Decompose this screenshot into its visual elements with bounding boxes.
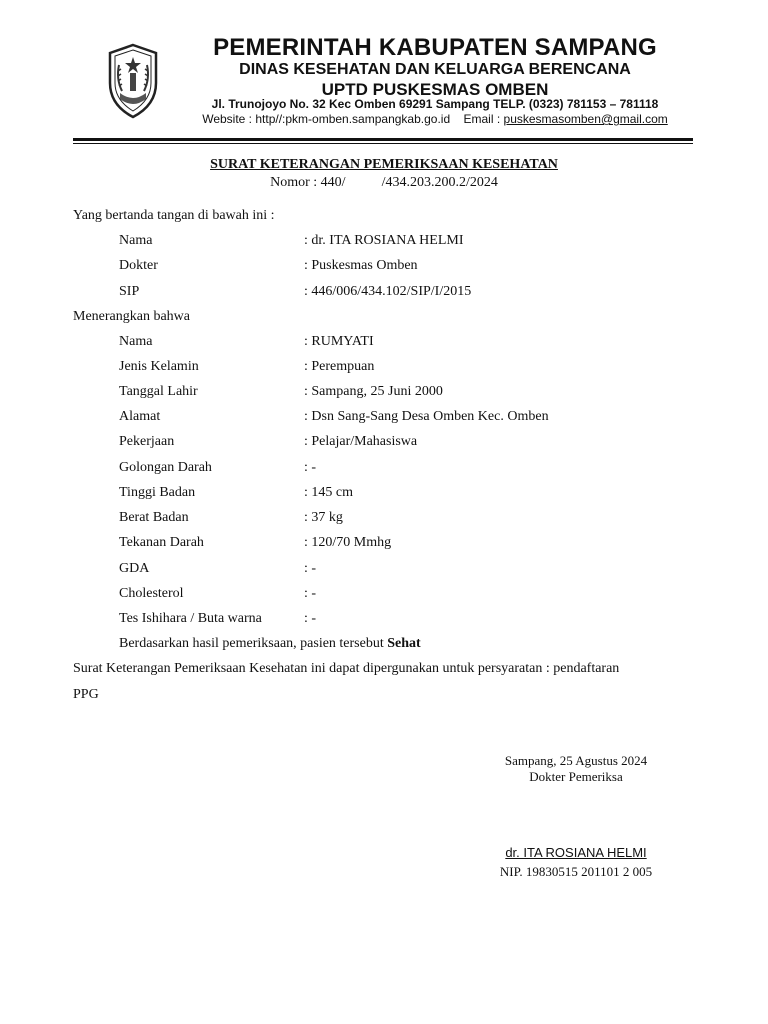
signature-place-date: Sampang, 25 Agustus 2024	[504, 753, 648, 768]
document-title: SURAT KETERANGAN PEMERIKSAAN KESEHATAN	[210, 157, 558, 172]
doctor-field-value: : dr. ITA ROSIANA HELMI	[304, 233, 464, 248]
doctor-field-label: Dokter	[119, 258, 158, 273]
letterhead-website: Website : http//:pkm-omben.sampangkab.go.id	[202, 112, 451, 126]
doctor-field-label: SIP	[119, 284, 140, 299]
sampang-regency-emblem	[106, 43, 160, 119]
purpose-text-continued: PPG	[73, 687, 99, 702]
patient-field-label: GDA	[119, 561, 150, 576]
patient-field-label: Alamat	[119, 409, 161, 424]
letterhead-contact	[175, 112, 695, 126]
result-text: Berdasarkan hasil pemeriksaan, pasien tersebut	[119, 636, 388, 651]
letterhead-government: PEMERINTAH KABUPATEN SAMPANG	[213, 34, 657, 61]
doctor-field-value: : 446/006/434.102/SIP/I/2015	[304, 284, 472, 299]
patient-field-label: Jenis Kelamin	[119, 359, 199, 374]
patient-field-value: : RUMYATI	[304, 334, 374, 349]
patient-field-label: Golongan Darah	[119, 460, 212, 475]
letterhead-unit: UPTD PUSKESMAS OMBEN	[321, 80, 549, 99]
patient-field-value: : -	[304, 460, 317, 475]
patient-field-value: : Perempuan	[304, 359, 375, 374]
doctor-field-label: Nama	[119, 233, 153, 248]
letterhead-email-link[interactable]: puskesmasomben@gmail.com	[503, 112, 668, 126]
patient-field-label: Tanggal Lahir	[119, 384, 198, 399]
signature-role: Dokter Pemeriksa	[529, 769, 623, 784]
states-text: Menerangkan bahwa	[73, 309, 191, 324]
patient-field-value: : -	[304, 561, 317, 576]
signature-name: dr. ITA ROSIANA HELMI	[505, 845, 647, 860]
purpose-text: Surat Keterangan Pemeriksaan Kesehatan ini dapat dipergunakan untuk persyaratan : pendaftaran	[73, 661, 620, 676]
result-value: Sehat	[387, 636, 421, 651]
document-number-prefix: Nomor : 440/	[270, 175, 346, 190]
patient-field-value: : -	[304, 611, 317, 626]
letterhead-address: Jl. Trunojoyo No. 32 Kec Omben 69291 Sampang TELP. (0323) 781153 – 781118	[211, 97, 659, 111]
patient-field-value: : Sampang, 25 Juni 2000	[304, 384, 443, 399]
patient-field-value: : 120/70 Mmhg	[304, 535, 392, 550]
patient-field-value: : Dsn Sang-Sang Desa Omben Kec. Omben	[304, 409, 549, 424]
patient-field-value: : -	[304, 586, 317, 601]
patient-field-label: Tinggi Badan	[119, 485, 196, 500]
intro-text: Yang bertanda tangan di bawah ini :	[73, 208, 275, 223]
signature-nip: NIP. 19830515 201101 2 005	[499, 864, 653, 879]
patient-field-label: Pekerjaan	[119, 434, 175, 449]
document-number	[0, 175, 768, 191]
letterhead-divider-thick	[73, 138, 693, 141]
patient-field-value: : 145 cm	[304, 485, 353, 500]
letterhead-divider-thin	[73, 143, 693, 144]
patient-field-label: Nama	[119, 334, 153, 349]
result-statement	[119, 636, 421, 652]
patient-field-label: Berat Badan	[119, 510, 189, 525]
patient-field-label: Tes Ishihara / Buta warna	[119, 611, 262, 626]
patient-field-label: Tekanan Darah	[119, 535, 204, 550]
letterhead-email-label: Email :	[463, 112, 501, 126]
patient-field-value: : 37 kg	[304, 510, 343, 525]
letterhead-agency: DINAS KESEHATAN DAN KELUARGA BERENCANA	[239, 61, 631, 78]
patient-field-value: : Pelajar/Mahasiswa	[304, 434, 418, 449]
document-number-suffix: /434.203.200.2/2024	[381, 175, 498, 190]
doctor-field-value: : Puskesmas Omben	[304, 258, 418, 273]
patient-field-label: Cholesterol	[119, 586, 184, 601]
